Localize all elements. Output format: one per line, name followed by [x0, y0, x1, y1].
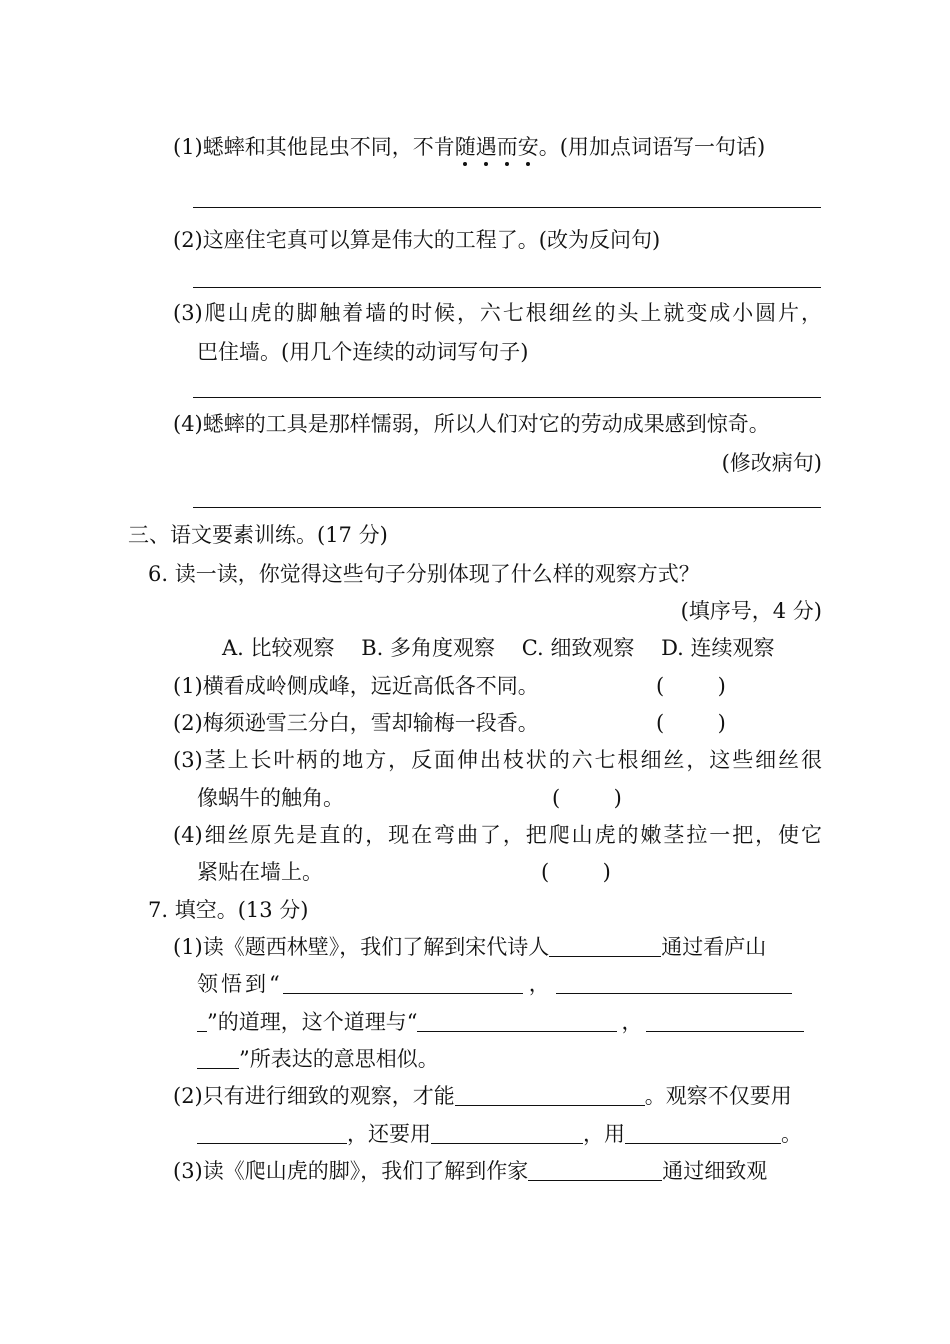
q7-text: (1)读《题西林壁》，我们了解到宋代诗人 [173, 935, 550, 959]
answer-paren[interactable]: ( ) [552, 786, 622, 810]
q5-item-3-line1: (3)爬山虎的脚触着墙的时候，六七根细丝的头上就变成小圆片， [173, 301, 822, 325]
answer-line[interactable] [193, 287, 821, 288]
fill-blank[interactable] [455, 1085, 645, 1106]
fill-blank[interactable] [431, 1123, 583, 1144]
emphasis-char: 安 [517, 135, 539, 159]
emphasis-char: 而 [496, 135, 518, 159]
q7-item-3-line1 [173, 1157, 767, 1185]
section-title: 三、语文要素训练。(17 分) [128, 523, 388, 547]
q5-item-3-line2: 巴住墙。(用几个连续的动词写句子) [197, 340, 529, 364]
q7-text: (2)只有进行细致的观察，才能 [173, 1084, 455, 1108]
answer-paren[interactable]: ( ) [656, 711, 726, 735]
fill-blank[interactable] [646, 1011, 804, 1032]
q7-text: 。观察不仅要用 [644, 1084, 792, 1108]
q7-text: 通过细致观 [662, 1159, 768, 1183]
answer-paren[interactable]: ( ) [656, 674, 726, 698]
q7-text: ，还要用 [347, 1122, 431, 1146]
q5-item-1-text: (1)蟋蟀和其他昆虫不同，不肯 [173, 135, 455, 159]
q6-item-3-line1: (3)茎上长叶柄的地方，反面伸出枝状的六七根细丝，这些细丝很 [173, 748, 822, 772]
q7-item-1-line4 [197, 1045, 439, 1073]
q7-text: (3)读《爬山虎的脚》，我们了解到作家 [173, 1159, 529, 1183]
fill-blank[interactable] [197, 1123, 347, 1144]
q6-item-1: (1)横看成岭侧成峰，远近高低各不同。 [173, 674, 539, 698]
emphasis-char: 随 [454, 135, 476, 159]
q7-text: 领悟到“ [197, 972, 283, 996]
fill-blank[interactable] [556, 973, 792, 994]
q7-text: ”的道理，这个道理与“ [207, 1010, 418, 1034]
emphasis-char: 遇 [475, 135, 497, 159]
q7-item-1-line1 [173, 933, 766, 961]
q7-item-1-line3 [197, 1008, 804, 1036]
q5-item-4-instruction: (修改病句) [721, 451, 822, 475]
answer-line[interactable] [193, 507, 821, 508]
fill-blank[interactable] [197, 1048, 239, 1069]
answer-line[interactable] [193, 397, 821, 398]
q7-item-1-line2 [197, 970, 792, 998]
fill-blank[interactable] [625, 1123, 781, 1144]
q6-stem: 6. 读一读，你觉得这些句子分别体现了什么样的观察方式？ [148, 562, 700, 586]
q6-options: A. 比较观察 B. 多角度观察 C. 细致观察 D. 连续观察 [222, 636, 775, 660]
q5-item-1-instruction: 。(用加点词语写一句话) [538, 135, 766, 159]
q6-item-4-line1: (4)细丝原先是直的，现在弯曲了，把爬山虎的嫩茎拉一把，使它 [173, 823, 822, 847]
q7-text: ， [528, 972, 550, 996]
q5-item-2: (2)这座住宅真可以算是伟大的工程了。(改为反问句) [173, 228, 661, 252]
q7-text: ，用 [583, 1122, 625, 1146]
q7-text: ， [621, 1010, 643, 1034]
fill-blank[interactable] [197, 1011, 207, 1032]
q7-item-2-line2 [197, 1120, 802, 1148]
fill-blank[interactable] [417, 1011, 617, 1032]
q6-item-4-line2: 紧贴在墙上。 [197, 860, 323, 884]
answer-paren[interactable]: ( ) [541, 860, 611, 884]
fill-blank[interactable] [283, 973, 523, 994]
q6-item-3-line2: 像蜗牛的触角。 [197, 786, 344, 810]
q7-text: ”所表达的意思相似。 [239, 1047, 439, 1071]
q7-item-2-line1 [173, 1082, 792, 1110]
q7-text: 通过看庐山 [661, 935, 767, 959]
q5-item-4-line1: (4)蟋蟀的工具是那样懦弱，所以人们对它的劳动成果感到惊奇。 [173, 412, 770, 436]
q6-item-2: (2)梅须逊雪三分白，雪却输梅一段香。 [173, 711, 539, 735]
q5-item-1 [173, 133, 765, 161]
fill-blank[interactable] [549, 936, 661, 957]
q6-note: (填序号，4 分) [680, 599, 822, 623]
q7-text: 。 [781, 1122, 802, 1146]
q7-stem: 7. 填空。(13 分) [148, 898, 309, 922]
answer-line[interactable] [193, 207, 821, 208]
fill-blank[interactable] [528, 1160, 662, 1181]
